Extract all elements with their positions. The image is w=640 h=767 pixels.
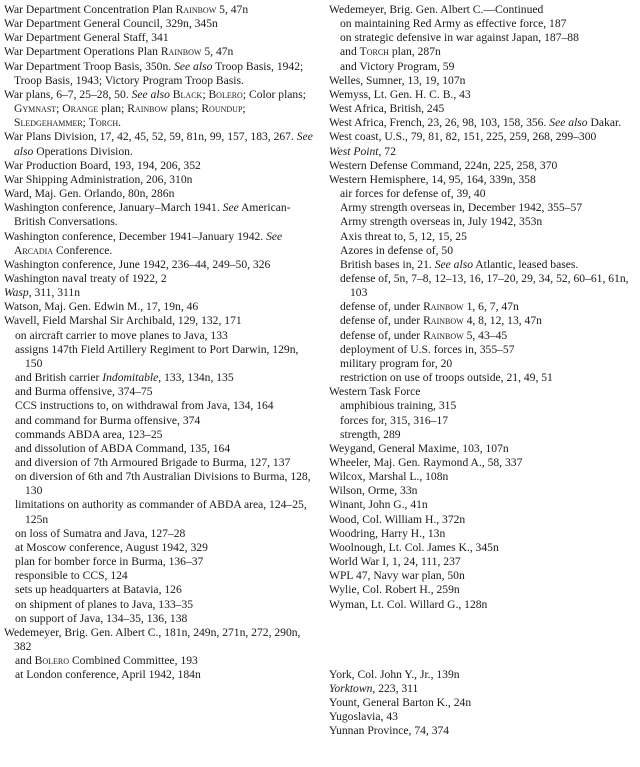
index-subentry: and dissolution of ABDA Command, 135, 164 <box>15 441 231 455</box>
index-entry: Yugoslavia, 43 <box>329 710 398 724</box>
index-entry: War Shipping Administration, 206, 310n <box>4 172 193 186</box>
index-subentry: on diversion of 6th and 7th Australian Divisions to Burma, 128, 130 <box>15 470 311 498</box>
index-subentry: restriction on use of troops outside, 21, 49, 51 <box>340 371 553 385</box>
index-entry: War plans, 6–7, 25–28, 50. See also Black; Bolero; Color plans; Gymnast; Orange plan; Rainbow plans; Roundup; Sledgehammer; Torch. <box>4 87 306 130</box>
index-entry: Ward, Maj. Gen. Orlando, 80n, 286n <box>4 187 175 201</box>
index-entry: Washington conference, June 1942, 236–44, 249–50, 326 <box>4 257 271 271</box>
index-entry: War Department Operations Plan Rainbow 5, 47n <box>4 45 234 59</box>
index-subentry: on strategic defensive in war against Japan, 187–88 <box>340 31 579 45</box>
letter-group-gap <box>329 612 639 668</box>
index-subentry: on maintaining Red Army as effective force, 187 <box>340 17 567 31</box>
index-entry: Yunnan Province, 74, 374 <box>329 724 450 738</box>
index-entry: War Department General Staff, 341 <box>4 31 169 45</box>
index-subentry: on aircraft carrier to move planes to Java, 133 <box>15 328 228 342</box>
index-subentry: defense of, under Rainbow 1, 6, 7, 47n <box>340 300 519 314</box>
index-subentry: Army strength overseas in, July 1942, 353n <box>340 215 543 229</box>
index-entry: West Africa, British, 245 <box>329 102 445 116</box>
index-entry: York, Col. John Y., Jr., 139n <box>329 667 460 681</box>
index-subentry: military program for, 20 <box>340 356 453 370</box>
index-entry: War Department Concentration Plan Rainbow 5, 47n <box>4 3 249 16</box>
index-entry: Woolnough, Lt. Col. James K., 345n <box>329 540 499 554</box>
index-subentry: and command for Burma offensive, 374 <box>15 413 201 427</box>
index-subentry: defense of, 5n, 7–8, 12–13, 16, 17–20, 29, 34, 52, 60–61, 61n, 103 <box>340 271 629 300</box>
index-entry: West Africa, French, 23, 26, 98, 103, 158, 356. See also Dakar. <box>329 116 622 130</box>
index-subentry: air forces for defense of, 39, 40 <box>340 187 486 201</box>
index-entry: War Department Troop Basis, 350n. See also Troop Basis, 1942; Troop Basis, 1943; Victory Program Troop Basis. <box>4 59 304 87</box>
index-entry: West Point, 72 <box>329 144 396 158</box>
index-entry: Western Hemisphere, 14, 95, 164, 339n, 358 <box>329 172 536 186</box>
index-entry: Welles, Sumner, 13, 19, 107n <box>329 73 466 87</box>
index-subentry: at London conference, April 1942, 184n <box>15 668 201 682</box>
index-subentry: British bases in, 21. See also Atlantic, leased bases. <box>340 257 579 271</box>
index-entry: War Plans Division, 17, 42, 45, 52, 59, 81n, 99, 157, 183, 267. See also Operations Division. <box>4 130 313 158</box>
index-subentry: on support of Java, 134–35, 136, 138 <box>15 611 188 625</box>
index-entry: Wilcox, Marshal L., 108n <box>329 470 449 484</box>
index-entry: Yount, General Barton K., 24n <box>329 696 472 710</box>
index-subentry: responsible to CCS, 124 <box>15 569 128 583</box>
index-entry: Yorktown, 223, 311 <box>329 681 419 695</box>
index-subentry: forces for, 315, 316–17 <box>340 413 449 427</box>
index-entry: Wemyss, Lt. Gen. H. C. B., 43 <box>329 87 471 101</box>
index-subentry: and British carrier Indomitable, 133, 134n, 135 <box>15 371 234 385</box>
index-subentry: on loss of Sumatra and Java, 127–28 <box>15 526 186 540</box>
index-subentry: at Moscow conference, August 1942, 329 <box>15 540 208 554</box>
index-subentry: plan for bomber force in Burma, 136–37 <box>15 555 204 569</box>
index-entry: Wasp, 311, 311n <box>4 286 81 300</box>
index-entry: Woodring, Harry H., 13n <box>329 526 446 540</box>
index-column-right <box>329 3 639 739</box>
index-entry: Washington conference, January–March 1941. See American-British Conversations. <box>4 201 291 229</box>
index-entry: WPL 47, Navy war plan, 50n <box>329 569 465 583</box>
index-entry: Wheeler, Maj. Gen. Raymond A., 58, 337 <box>329 456 523 469</box>
index-entry: Winant, John G., 41n <box>329 498 428 512</box>
index-subentry: limitations on authority as commander of ABDA area, 124–25, 125n <box>15 498 307 526</box>
index-entry: West coast, U.S., 79, 81, 82, 151, 225, 259, 268, 299–300 <box>329 130 597 144</box>
index-subentry: strength, 289 <box>340 427 401 441</box>
index-entry: Wood, Col. William H., 372n <box>329 512 466 526</box>
index-subentry: and diversion of 7th Armoured Brigade to Burma, 127, 137 <box>15 456 291 469</box>
index-entry: Wylie, Col. Robert H., 259n <box>329 583 460 597</box>
index-entry: Washington naval treaty of 1922, 2 <box>4 271 167 285</box>
index-entry: Wilson, Orme, 33n <box>329 484 418 498</box>
index-entry: Wedemeyer, Brig. Gen. Albert C., 181n, 249n, 271n, 272, 290n, 382 <box>4 625 301 654</box>
index-subentry: and Burma offensive, 374–75 <box>15 385 153 399</box>
index-entry: Wedemeyer, Brig. Gen. Albert C.—Continued <box>329 3 544 16</box>
index-entry: Watson, Maj. Gen. Edwin M., 17, 19n, 46 <box>4 300 199 314</box>
index-entry: Weygand, General Maxime, 103, 107n <box>329 441 509 455</box>
index-subentry: sets up headquarters at Batavia, 126 <box>15 583 182 597</box>
index-subentry: deployment of U.S. forces in, 355–57 <box>340 342 515 356</box>
index-subentry: defense of, under Rainbow 5, 43–45 <box>340 328 508 342</box>
index-entry: World War I, 1, 24, 111, 237 <box>329 555 461 569</box>
index-column-left <box>4 3 318 683</box>
index-subentry: and Torch plan, 287n <box>340 45 441 59</box>
index-subentry: Azores in defense of, 50 <box>340 243 453 257</box>
index-entry: Wyman, Lt. Col. Willard G., 128n <box>329 597 488 611</box>
index-subentry: CCS instructions to, on withdrawal from Java, 134, 164 <box>15 399 274 413</box>
index-entry: War Department General Council, 329n, 345n <box>4 17 218 31</box>
index-entry: War Production Board, 193, 194, 206, 352 <box>4 158 201 172</box>
index-entry: Western Task Force <box>329 385 421 399</box>
index-subentry: Axis threat to, 5, 12, 15, 25 <box>340 229 467 243</box>
index-subentry: Army strength overseas in, December 1942, 355–57 <box>340 201 583 215</box>
index-subentry: on shipment of planes to Java, 133–35 <box>15 597 194 611</box>
index-entry: Wavell, Field Marshal Sir Archibald, 129, 132, 171 <box>4 314 242 328</box>
index-subentry: amphibious training, 315 <box>340 399 457 413</box>
index-subentry: and Bolero Combined Committee, 193 <box>15 654 198 668</box>
index-subentry: and Victory Program, 59 <box>340 59 455 73</box>
index-entry: Washington conference, December 1941–January 1942. See Arcadia Conference. <box>4 229 283 257</box>
index-subentry: commands ABDA area, 123–25 <box>15 427 163 441</box>
index-subentry: assigns 147th Field Artillery Regiment to Port Darwin, 129n, 150 <box>15 342 299 370</box>
index-entry: Western Defense Command, 224n, 225, 258, 370 <box>329 158 558 172</box>
index-subentry: defense of, under Rainbow 4, 8, 12, 13, 47n <box>340 314 542 328</box>
